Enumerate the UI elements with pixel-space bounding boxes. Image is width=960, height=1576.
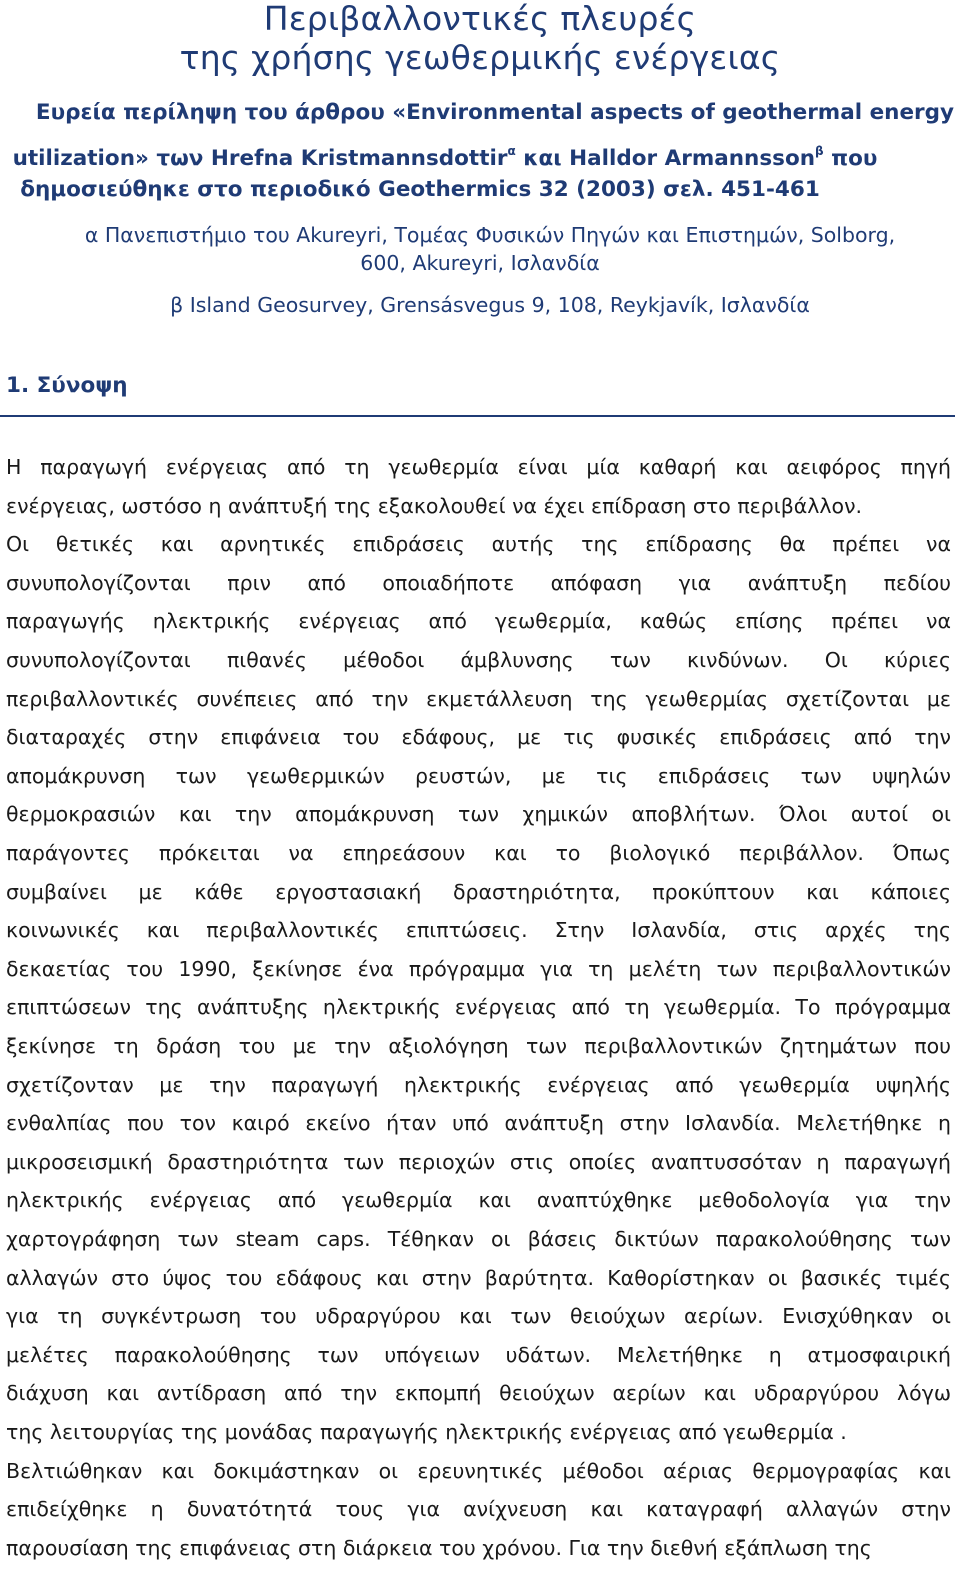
body-line: μικροσεισμική δραστηριότητα των περιοχών στις οποίες αναπτυσσόταν η παραγωγή <box>6 1149 951 1174</box>
body-line: συνυπολογίζονται πριν από οποιαδήποτε απόφαση για ανάπτυξη πεδίου <box>6 570 951 595</box>
body-line: σχετίζονταν με την παραγωγή ηλεκτρικής ενέργειας από γεωθερμία υψηλής <box>6 1072 951 1097</box>
subtitle-line-1: Ευρεία περίληψη του άρθρου «Environmental aspects of geothermal energy <box>35 100 955 125</box>
section-divider <box>0 415 955 417</box>
body-line: διάχυση και αντίδραση από την εκπομπή θειούχων αερίων και υδραργύρου λόγω <box>6 1381 951 1406</box>
body-line: ξεκίνησε τη δράση του με την αξιολόγηση των περιβαλλοντικών ζητημάτων που <box>6 1034 951 1058</box>
subtitle-line-3: δημοσιεύθηκε στο περιοδικό Geothermics 32 (2003) σελ. 451-461 <box>20 177 820 202</box>
body-line: Βελτιώθηκαν και δοκιμάστηκαν οι ερευνητικές μέθοδοι αέριας θερμογραφίας και <box>6 1458 951 1483</box>
body-line: επιδείχθηκε η δυνατότητά τους για ανίχνευση και καταγραφή αλλαγών στην <box>6 1497 951 1522</box>
body-line: ενέργειας, ωστόσο η ανάπτυξή της εξακολουθεί να έχει επίδραση στο περιβάλλον. <box>6 493 863 518</box>
body-line: αλλαγών στο ύψος του εδάφους και στην βαρύτητα. Καθορίστηκαν οι βασικές τιμές <box>6 1265 951 1290</box>
body-line: κοινωνικές και περιβαλλοντικές επιπτώσεις. Στην Ισλανδία, στις αρχές της <box>6 918 951 943</box>
body-line: συνυπολογίζονται πιθανές μέθοδοι άμβλυνσης των κινδύνων. Οι κύριες <box>6 648 951 672</box>
body-line: περιβαλλοντικές συνέπειες από την εκμετάλλευση της γεωθερμίας σχετίζονται με <box>6 686 951 711</box>
document-title-line-2: της χρήσης γεωθερμικής ενέργειας <box>179 38 781 77</box>
body-line: συμβαίνει με κάθε εργοστασιακή δραστηριότητα, προκύπτουν και κάποιες <box>6 879 951 904</box>
body-line: για τη συγκέντρωση του υδραργύρου και των θειούχων αερίων. Ενισχύθηκαν οι <box>6 1304 951 1329</box>
body-line: ηλεκτρικής ενέργειας από γεωθερμία και αναπτύχθηκε μεθοδολογία για την <box>6 1188 951 1213</box>
body-line: διαταραχές στην επιφάνεια του εδάφους, με τις φυσικές επιδράσεις από την <box>6 725 951 750</box>
affiliation-beta: β Island Geosurvey, Grensásvegus 9, 108, Reykjavík, Ισλανδία <box>170 293 810 317</box>
document-title-line-1: Περιβαλλοντικές πλευρές <box>263 0 697 38</box>
body-line: παραγωγής ηλεκτρικής ενέργειας από γεωθερμία, καθώς επίσης πρέπει να <box>6 609 951 634</box>
affiliation-alpha-line-1: α Πανεπιστήμιο του Akureyri, Τομέας Φυσικών Πηγών και Επιστημών, Solborg, <box>84 223 896 247</box>
affiliation-alpha-line-2: 600, Akureyri, Ισλανδία <box>360 251 600 275</box>
affiliation-marker-alpha: α <box>507 144 516 158</box>
body-line: ενθαλπίας που τον καιρό εκείνο ήταν υπό ανάπτυξη στην Ισλανδία. Μελετήθηκε η <box>6 1111 951 1136</box>
affiliation-marker-beta: β <box>815 144 824 158</box>
subtitle-line-2-part-b: και Halldor Armannsson <box>515 146 816 171</box>
body-line: παρουσίαση της επιφάνειας στη διάρκεια του χρόνου. Για την διεθνή εξάπλωση της <box>6 1535 872 1560</box>
body-line: χαρτογράφηση των steam caps. Τέθηκαν οι βάσεις δικτύων παρακολούθησης των <box>6 1227 951 1251</box>
body-line: Η παραγωγή ενέργειας από τη γεωθερμία είναι μία καθαρή και αειφόρος πηγή <box>6 455 951 479</box>
body-line: παράγοντες πρόκειται να επηρεάσουν και το βιολογικό περιβάλλον. Όπως <box>6 841 951 865</box>
body-line: Οι θετικές και αρνητικές επιδράσεις αυτής της επίδρασης θα πρέπει να <box>6 532 951 557</box>
body-line: θερμοκρασιών και την απομάκρυνση των χημικών αποβλήτων. Όλοι αυτοί οι <box>6 802 951 827</box>
body-line: απομάκρυνση των γεωθερμικών ρευστών, με τις επιδράσεις των υψηλών <box>6 763 951 788</box>
body-line: της λειτουργίας της μονάδας παραγωγής ηλεκτρικής ενέργειας από γεωθερμία . <box>6 1420 847 1444</box>
body-line: δεκαετίας του 1990, ξεκίνησε ένα πρόγραμμα για τη μελέτη των περιβαλλοντικών <box>6 956 951 981</box>
body-line: μελέτες παρακολούθησης των υπόγειων υδάτων. Μελετήθηκε η ατμοσφαιρική <box>6 1342 951 1367</box>
subtitle-line-2-part-c: που <box>823 146 878 171</box>
subtitle-line-2-part-a: utilization» των Hrefna Kristmannsdottir <box>12 146 508 171</box>
body-line: επιπτώσεων της ανάπτυξης ηλεκτρικής ενέργειας από τη γεωθερμία. Το πρόγραμμα <box>6 995 951 1020</box>
section-heading: 1. Σύνοψη <box>6 373 128 398</box>
